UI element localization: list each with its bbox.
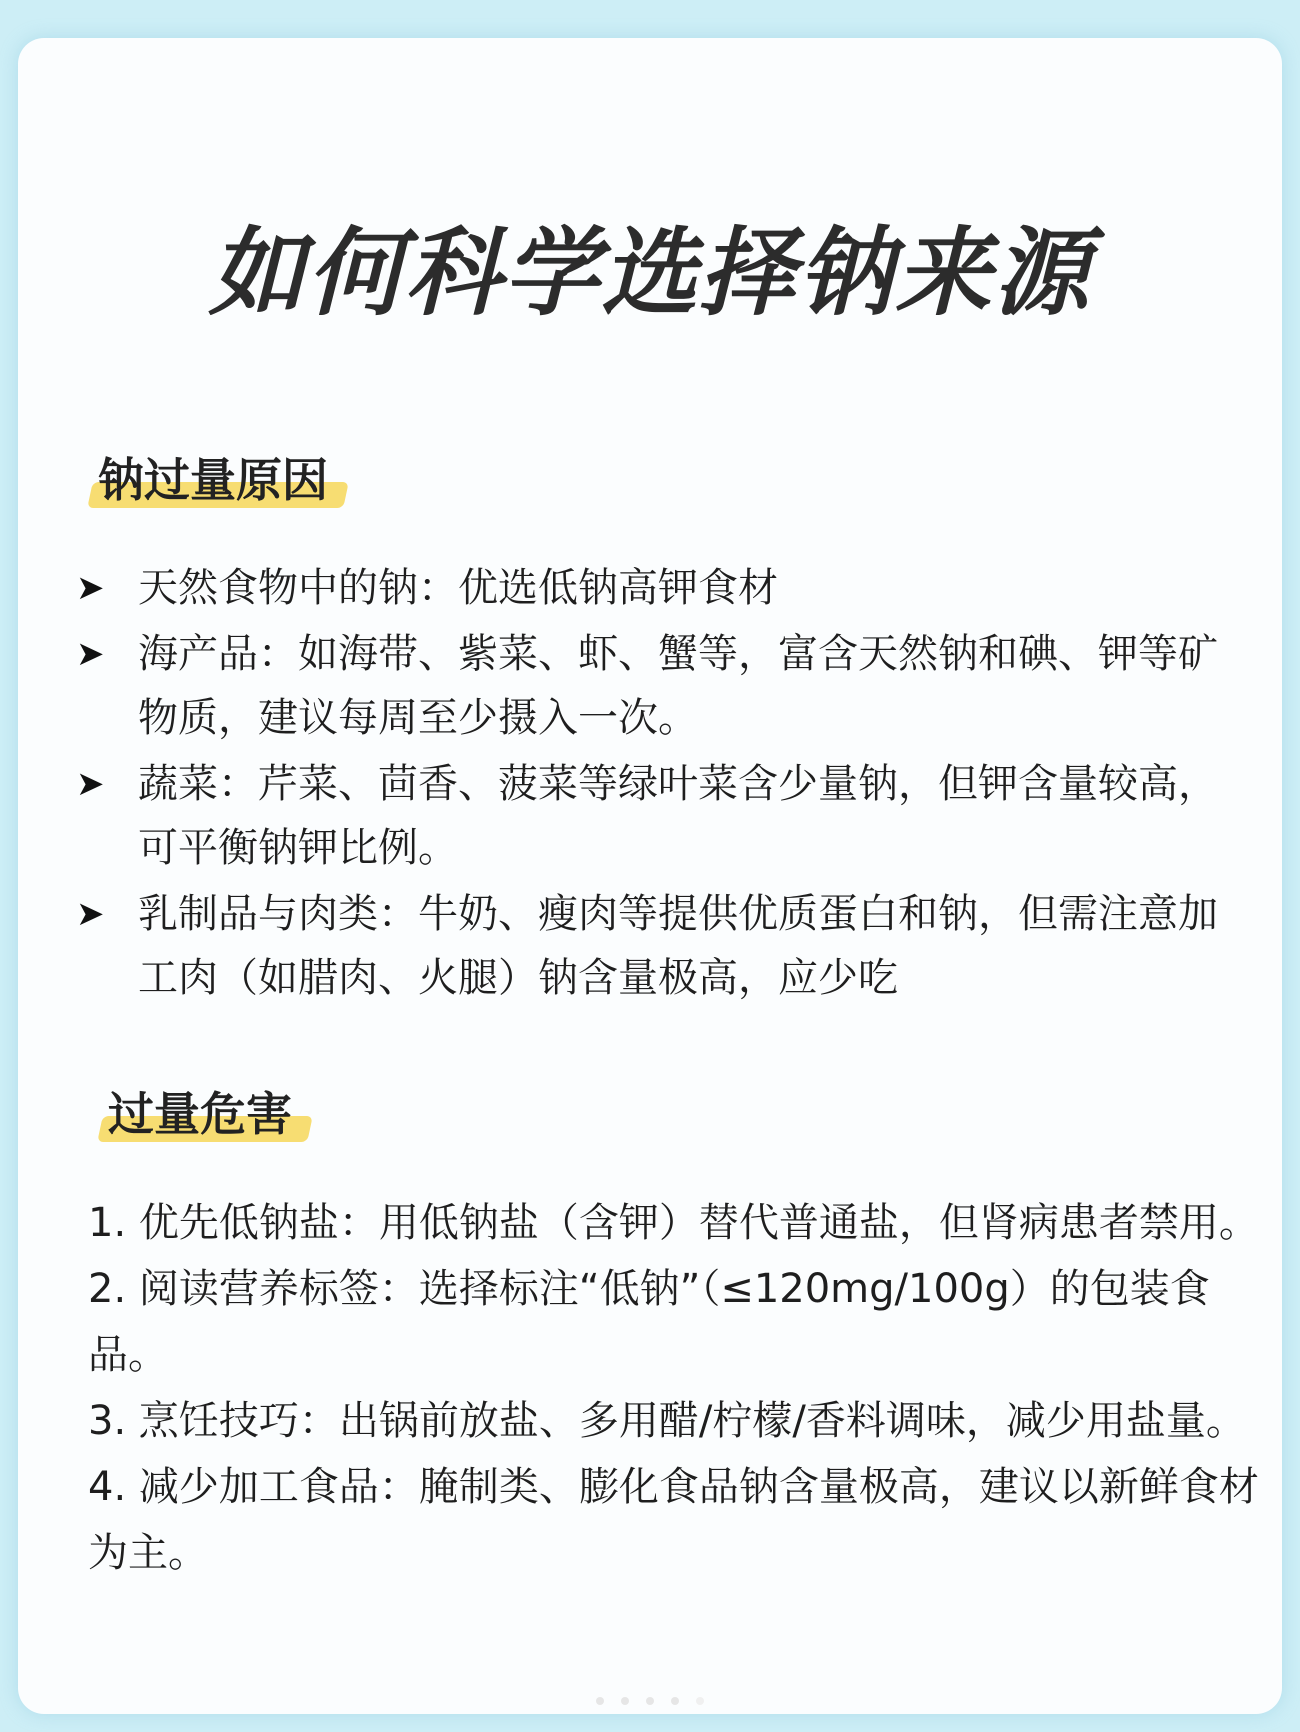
content-card bbox=[18, 38, 1282, 1714]
page-dot bbox=[671, 1697, 679, 1705]
list-item: 2. 阅读营养标签：选择标注“低钠”（≤120mg/100g）的包装食品。 bbox=[88, 1266, 1210, 1378]
section-heading-text: 过量危害 bbox=[108, 1087, 292, 1141]
list-item bbox=[76, 882, 1256, 1010]
numbered-list bbox=[88, 1190, 1268, 1586]
list-item bbox=[76, 622, 1256, 750]
list-item-text: 海产品：如海带、紫菜、虾、蟹等，富含天然钠和碘、钾等矿物质，建议每周至少摄入一次。 bbox=[138, 631, 1218, 741]
page-dot bbox=[596, 1697, 604, 1705]
list-item bbox=[76, 556, 1256, 620]
page-title: 如何科学选择钠来源 bbox=[209, 217, 1091, 329]
page-dot-active bbox=[696, 1697, 704, 1705]
list-item-text: 天然食物中的钠：优选低钠高钾食材 bbox=[138, 565, 778, 611]
section-heading-excess-harm bbox=[100, 1084, 300, 1144]
list-item: 3. 烹饪技巧：出锅前放盐、多用醋/柠檬/香料调味，减少用盐量。 bbox=[88, 1398, 1246, 1444]
page-indicator bbox=[0, 1690, 1300, 1709]
page-dot bbox=[621, 1697, 629, 1705]
list-item-text: 蔬菜：芹菜、茴香、菠菜等绿叶菜含少量钠，但钾含量较高，可平衡钠钾比例。 bbox=[138, 761, 1218, 871]
list-item bbox=[76, 752, 1256, 880]
arrow-right-icon: ➤ bbox=[76, 634, 105, 674]
list-item: 4. 减少加工食品：腌制类、膨化食品钠含量极高，建议以新鲜食材为主。 bbox=[88, 1464, 1259, 1576]
section-heading-text: 钠过量原因 bbox=[98, 453, 328, 507]
list-item: 1. 优先低钠盐：用低钠盐（含钾）替代普通盐，但肾病患者禁用。 bbox=[88, 1200, 1259, 1246]
page-dot bbox=[646, 1697, 654, 1705]
arrow-right-icon: ➤ bbox=[76, 568, 105, 608]
arrow-right-icon: ➤ bbox=[76, 894, 105, 934]
bullet-list bbox=[76, 556, 1256, 1012]
section-heading-sodium-excess-causes bbox=[90, 450, 336, 510]
arrow-right-icon: ➤ bbox=[76, 764, 105, 804]
list-item-text: 乳制品与肉类：牛奶、瘦肉等提供优质蛋白和钠，但需注意加工肉（如腊肉、火腿）钠含量极高，应少吃 bbox=[138, 891, 1218, 1001]
